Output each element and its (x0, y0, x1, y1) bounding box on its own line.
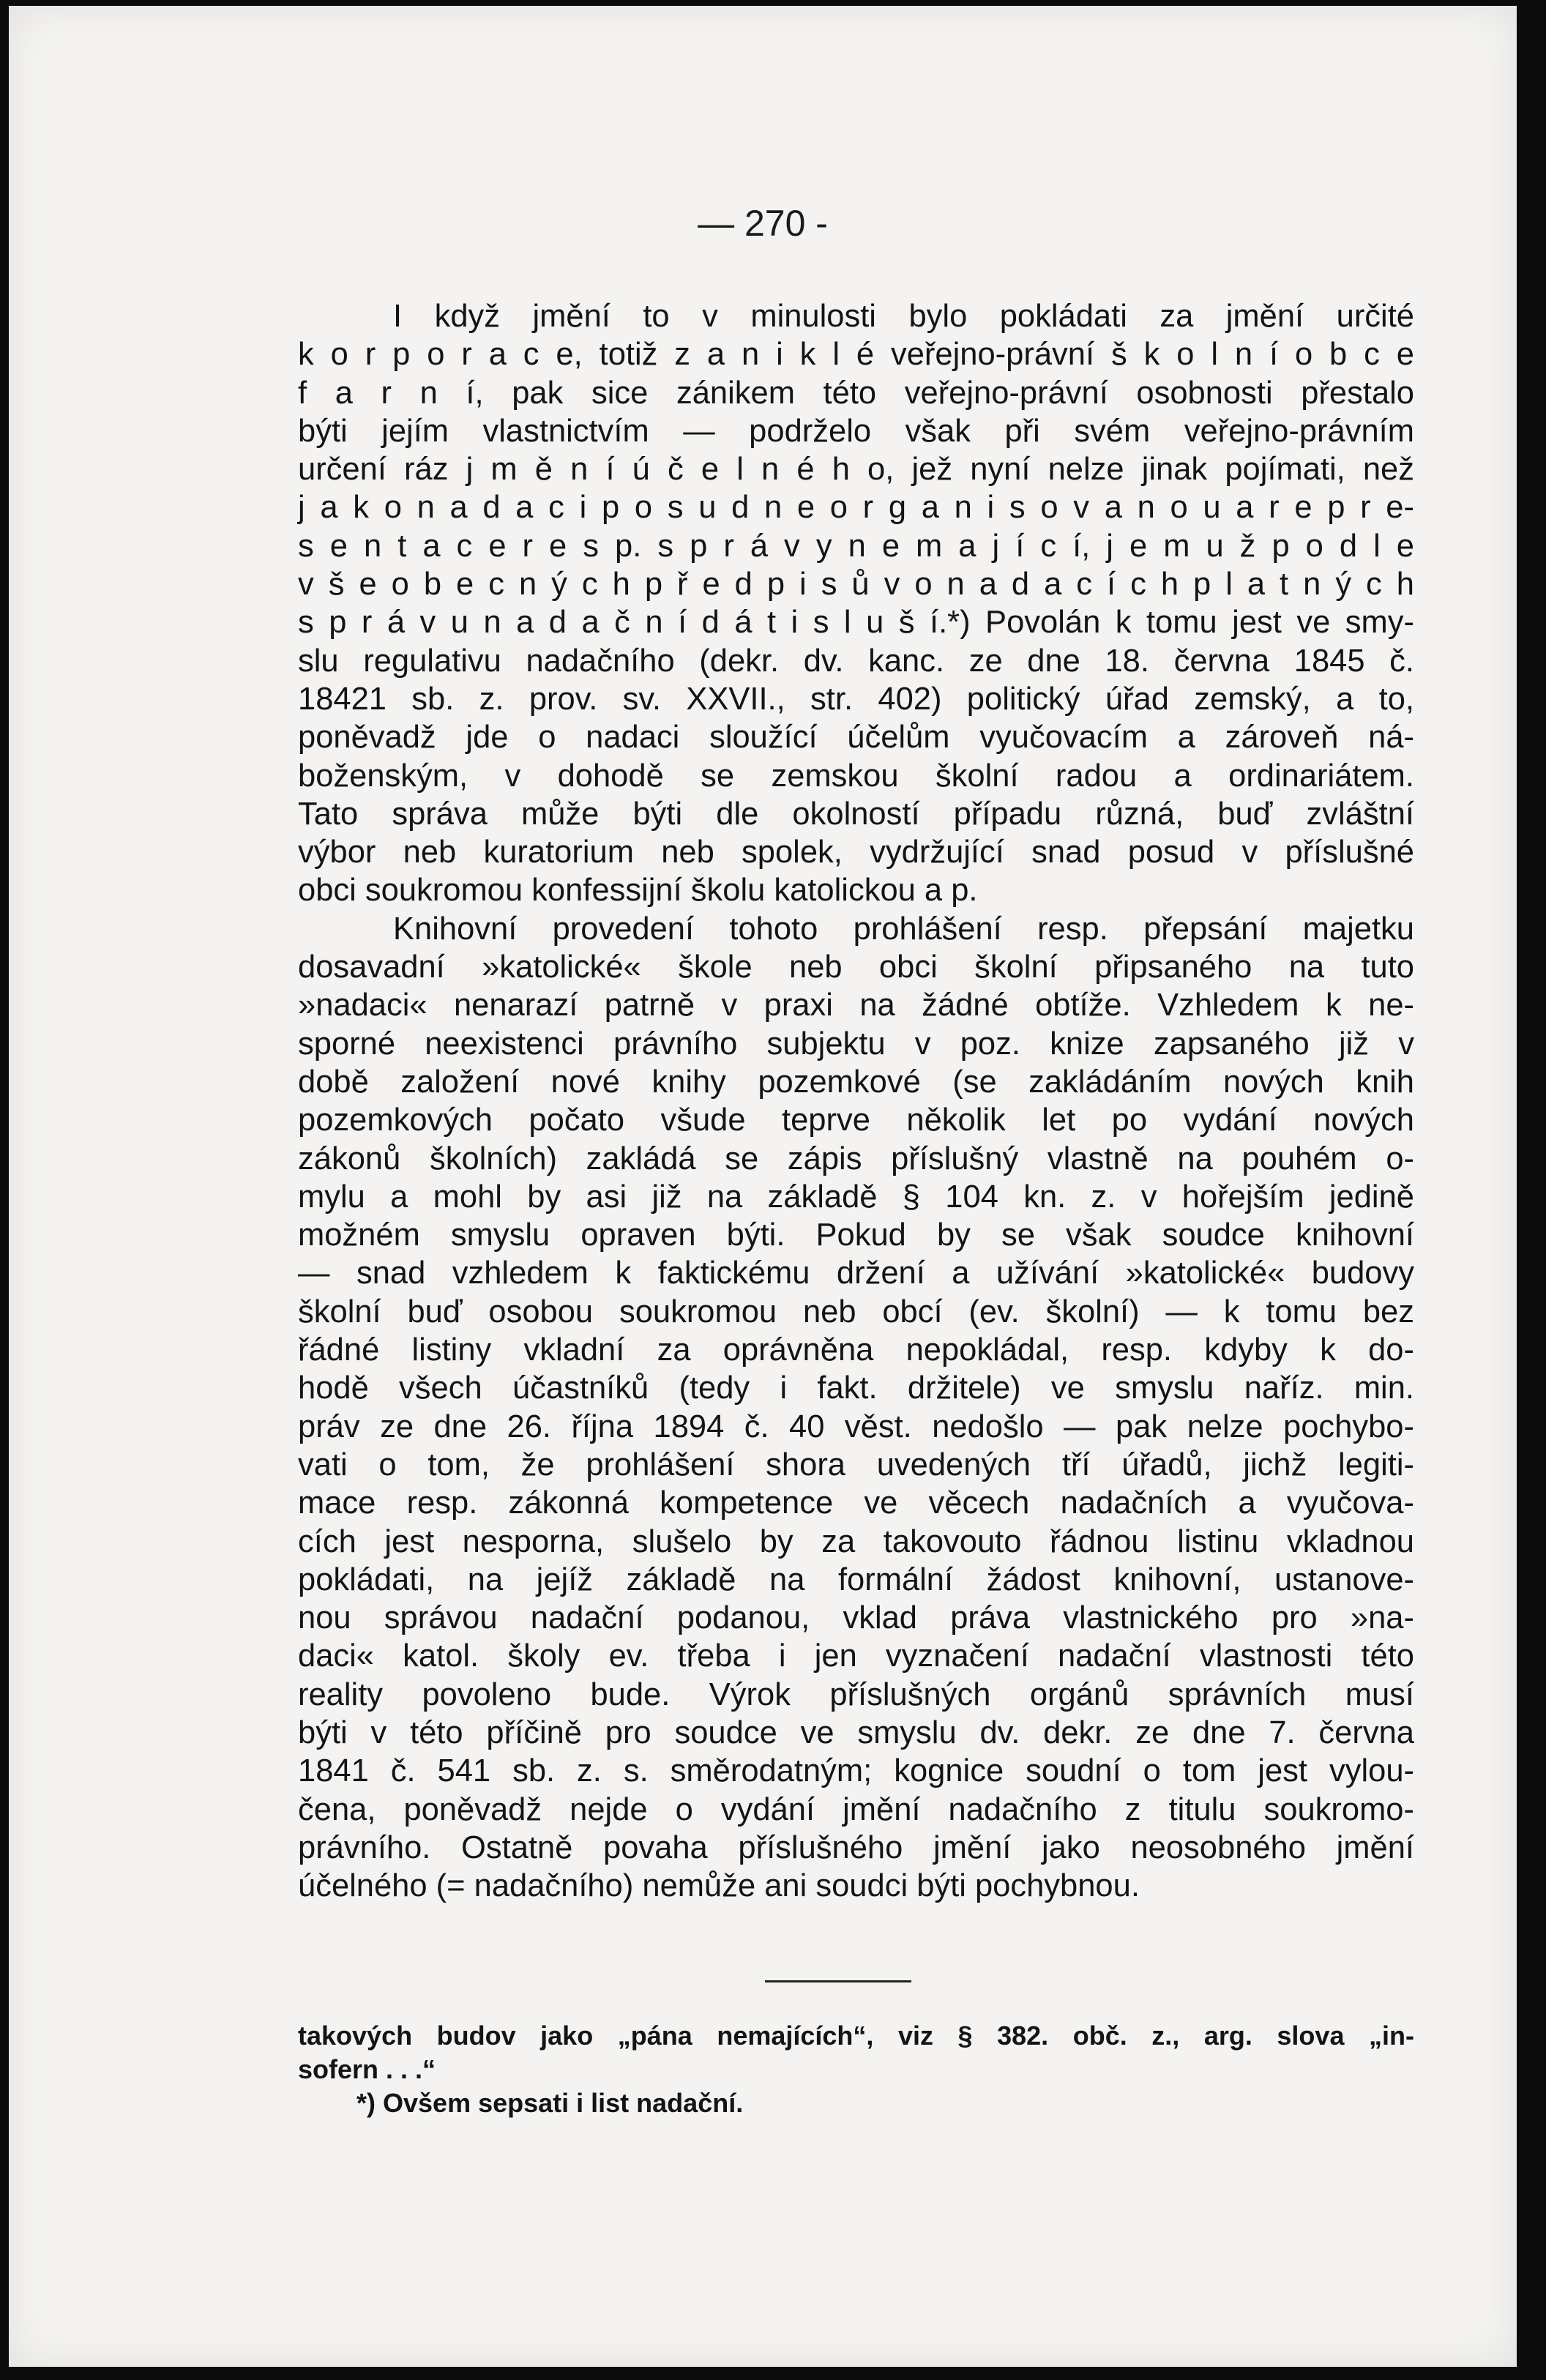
text-line: boženským, v dohodě se zemskou školní radou a ordinariátem. (298, 758, 1414, 794)
text-line: době založení nové knihy pozemkové (se zakládáním nových knih (298, 1064, 1414, 1100)
text-line: »nadaci« nenarazí patrně v praxi na žádné obtíže. Vzhledem k ne- (298, 988, 1414, 1023)
text-line: čena, poněvadž nejde o vydání jmění nadačního z titulu soukromo- (298, 1791, 1414, 1827)
text-line: Tato správa může býti dle okolností případu různá, buď zvláštní (298, 796, 1414, 832)
text-line: s p r á v u n a d a č n í d á t i s l u š í.*) Povolán k tomu jest ve smy- (298, 605, 1414, 641)
text-line: — snad vzhledem k faktickému držení a užívání »katolické« budovy (298, 1256, 1414, 1291)
text-line: účelného (= nadačního) nemůže ani soudci býti pochybnou. (298, 1868, 1140, 1904)
main-text (298, 297, 1414, 1905)
footnote-separator (765, 1980, 911, 1982)
text-line: reality povoleno bude. Výrok příslušných orgánů správních musí (298, 1676, 1414, 1712)
page-number: — 270 - (698, 203, 828, 244)
text-line: býti jejím vlastnictvím — podrželo však při svém veřejno-právním (298, 413, 1414, 449)
text-line: dosavadní »katolické« škole neb obci školní připsaného na tuto (298, 950, 1414, 985)
text-line: slu regulativu nadačního (dekr. dv. kanc. ze dne 18. června 1845 č. (298, 643, 1414, 679)
text-line: práv ze dne 26. října 1894 č. 40 věst. nedošlo — pak nelze pochybo- (298, 1409, 1414, 1444)
text-line: s e n t a c e r e s p. s p r á v y n e m a j í c í, j e m u ž p o d l e (298, 528, 1414, 564)
text-line: cích jest nesporna, slušelo by za takovouto řádnou listinu vkladnou (298, 1523, 1414, 1559)
text-line: pokládati, na jejíž základě na formální žádost knihovní, ustanove- (298, 1562, 1414, 1597)
text-line: vati o tom, že prohlášení shora uvedených tří úřadů, jichž legiti- (298, 1447, 1414, 1482)
text-line: j a k o n a d a c i p o s u d n e o r g a n i s o v a n o u a r e p r e- (298, 490, 1414, 526)
footnote-line: sofern . . .“ (298, 2054, 436, 2084)
text-line: řádné listiny vkladní za oprávněna nepokládal, resp. kdyby k do- (298, 1332, 1414, 1368)
text-line: určení ráz j m ě n í ú č e l n é h o, jež nyní nelze jinak pojímati, než (298, 452, 1414, 488)
text-line: f a r n í, pak sice zánikem této veřejno-právní osobnosti přestalo (298, 375, 1414, 411)
text-line: hodě všech účastníků (tedy i fakt. držitele) ve smyslu naříz. min. (298, 1370, 1414, 1406)
text-line: školní buď osobou soukromou neb obcí (ev. školní) — k tomu bez (298, 1294, 1414, 1329)
text-line: možném smyslu opraven býti. Pokud by se však soudce knihovní (298, 1217, 1414, 1253)
text-line: býti v této příčině pro soudce ve smyslu dv. dekr. ze dne 7. června (298, 1715, 1414, 1750)
text-line: sporné neexistenci právního subjektu v poz. knize zapsaného již v (298, 1026, 1414, 1062)
text-line: poněvadž jde o nadaci sloužící účelům vyučovacím a zároveň ná- (298, 720, 1414, 756)
text-line: I když jmění to v minulosti bylo pokládati za jmění určité (393, 299, 1414, 334)
text-line: právního. Ostatně povaha příslušného jmění jako neosobného jmění (298, 1829, 1414, 1865)
text-line: Knihovní provedení tohoto prohlášení resp. přepsání majetku (393, 911, 1414, 947)
footnote-star: *) Ovšem sepsati i list nadační. (356, 2088, 744, 2118)
footnote-line: takových budov jako „pána nemajících“, viz § 382. obč. z., arg. slova „in- (298, 2021, 1414, 2051)
text-line: daci« katol. školy ev. třeba i jen vyznačení nadační vlastnosti této (298, 1638, 1414, 1674)
text-line: 18421 sb. z. prov. sv. XXVII., str. 402) politický úřad zemský, a to, (298, 681, 1414, 717)
text-line: mylu a mohl by asi již na základě § 104 kn. z. v hořejším jedině (298, 1179, 1414, 1215)
text-line: nou správou nadační podanou, vklad práva vlastnického pro »na- (298, 1600, 1414, 1636)
text-line: mace resp. zákonná kompetence ve věcech nadačních a vyučova- (298, 1485, 1414, 1521)
text-line: k o r p o r a c e, totiž z a n i k l é veřejno-právní š k o l n í o b c e (298, 337, 1414, 373)
text-line: 1841 č. 541 sb. z. s. směrodatným; kognice soudní o tom jest vylou- (298, 1753, 1414, 1789)
footnotes (298, 2019, 1414, 2120)
text-line: v š e o b e c n ý c h p ř e d p i s ů v o n a d a c í c h p l a t n ý c h (298, 567, 1414, 603)
text-line: výbor neb kuratorium neb spolek, vydržující snad posud v příslušné (298, 835, 1414, 870)
book-page (9, 6, 1517, 2367)
text-line: pozemkových počato všude teprve několik let po vydání nových (298, 1103, 1414, 1138)
text-line: obci soukromou konfessijní školu katolickou a p. (298, 873, 978, 909)
text-line: zákonů školních) zakládá se zápis příslušný vlastně na pouhém o- (298, 1141, 1414, 1176)
